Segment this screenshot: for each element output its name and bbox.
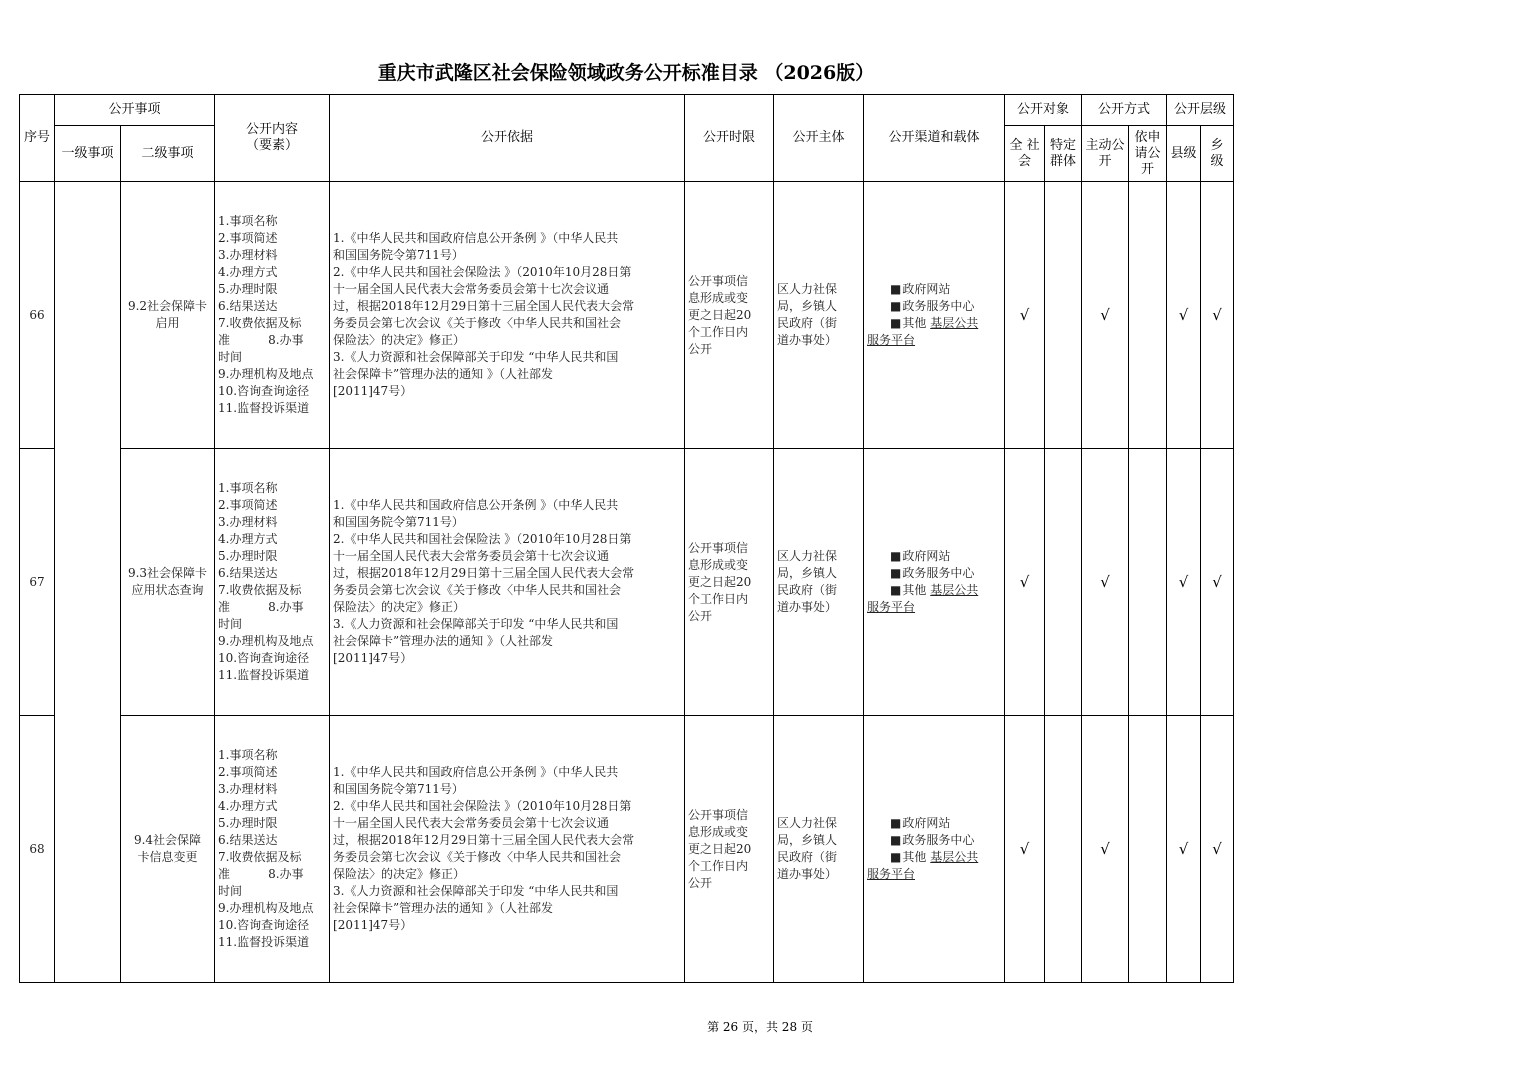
content-line: 2.事项简述: [218, 231, 278, 245]
subject-line: 民政府（街: [777, 316, 838, 330]
time-line: 公开: [688, 875, 713, 890]
basis-line: 2.《中华人民共和国社会保险法 》（2010年10月28日第: [333, 532, 632, 546]
check-level-county: √: [1167, 716, 1201, 983]
content-line: 10.咨询查询途径: [218, 384, 310, 398]
content-line: 准 8.办事: [218, 600, 304, 614]
check-method-active: √: [1082, 449, 1129, 716]
time-line: 公开事项信: [688, 540, 749, 555]
row-level2: [121, 716, 215, 983]
content-line: 2.事项简述: [218, 498, 278, 512]
basis-line: [2011]47号）: [333, 651, 413, 665]
check-target-specific: [1045, 716, 1082, 983]
content-line: 准 8.办事: [218, 867, 304, 881]
row-level1: [55, 182, 121, 983]
basis-line: 过，根据2018年12月29日第十三届全国人民代表大会常: [333, 833, 635, 847]
content-line: 准 8.办事: [218, 333, 304, 347]
header-content: [215, 95, 330, 182]
header-level: 公开层级: [1167, 95, 1234, 126]
channel-other-value-cont: 服务平台: [867, 333, 916, 347]
header-target-specific-line1: 特定: [1050, 137, 1077, 153]
subject-line: 民政府（街: [777, 583, 838, 597]
table-row: [20, 182, 1234, 449]
time-line: 更之日起20: [688, 574, 752, 589]
subject-line: 局，乡镇人: [777, 566, 838, 580]
row-seq: 67: [20, 449, 55, 716]
check-level-town: √: [1201, 182, 1234, 449]
check-level-county: √: [1167, 182, 1201, 449]
header-method-active: [1082, 126, 1129, 182]
channel-other-prefix: 其他: [902, 850, 927, 864]
content-line: 10.咨询查询途径: [218, 651, 310, 665]
basis-line: 保险法〉的决定》修正）: [333, 600, 466, 614]
header-level-town: [1201, 126, 1234, 182]
basis-line: 社会保障卡”管理办法的通知 》（人社部发: [333, 634, 553, 648]
basis-line: 务委员会第七次会议《关于修改〈中华人民共和国社会: [333, 850, 622, 864]
time-line: 公开事项信: [688, 273, 749, 288]
header-level-town-line2: 级: [1210, 153, 1224, 169]
row-subject: [774, 716, 864, 983]
subject-line: 区人力社保: [777, 549, 838, 563]
content-line: 6.结果送达: [218, 833, 278, 847]
header-level-town-line1: 乡: [1210, 137, 1224, 153]
channel-other-value-cont: 服务平台: [867, 600, 916, 614]
channel-other-value: 基层公共: [930, 583, 979, 597]
content-line: 时间: [218, 350, 243, 364]
content-line: 6.结果送达: [218, 566, 278, 580]
header-subject: 公开主体: [774, 95, 864, 182]
content-line: 10.咨询查询途径: [218, 918, 310, 932]
header-target: 公开对象: [1005, 95, 1082, 126]
basis-line: 3.《人力资源和社会保障部关于印发 “中华人民共和国: [333, 884, 619, 898]
channel-other-prefix: 其他: [902, 316, 927, 330]
check-target-all: √: [1005, 182, 1045, 449]
page-title: 重庆市武隆区社会保险领域政务公开标准目录 （2026版）: [377, 62, 875, 84]
basis-line: 十一届全国人民代表大会常务委员会第十七次会议通: [333, 282, 610, 296]
check-level-county: √: [1167, 449, 1201, 716]
subject-line: 民政府（街: [777, 850, 838, 864]
row-subject: [774, 449, 864, 716]
basis-line: 社会保障卡”管理办法的通知 》（人社部发: [333, 901, 553, 915]
content-line: 11.监督投诉渠道: [218, 668, 310, 682]
row-channel: [864, 716, 1005, 983]
check-level-town: √: [1201, 716, 1234, 983]
basis-line: [2011]47号）: [333, 918, 413, 932]
subject-line: 道办事处）: [777, 867, 838, 881]
header-target-all: [1005, 126, 1045, 182]
basis-line: 和国国务院令第711号）: [333, 782, 464, 796]
content-line: 9.办理机构及地点: [218, 634, 314, 648]
basis-line: 和国国务院令第711号）: [333, 515, 464, 529]
time-line: 个工作日内: [688, 858, 749, 873]
header-method-apply-line3: 开: [1141, 161, 1155, 177]
check-target-all: √: [1005, 449, 1045, 716]
content-line: 7.收费依据及标: [218, 850, 302, 864]
header-content-line2: （要素）: [246, 138, 299, 153]
content-line: 9.办理机构及地点: [218, 901, 314, 915]
header-target-all-line1: 全 社: [1009, 137, 1040, 153]
basis-line: 1.《中华人民共和国政府信息公开条例 》（中华人民共: [333, 231, 619, 245]
time-line: 更之日起20: [688, 841, 752, 856]
content-line: 3.办理材料: [218, 515, 278, 529]
basis-line: 社会保障卡”管理办法的通知 》（人社部发: [333, 367, 553, 381]
basis-line: 1.《中华人民共和国政府信息公开条例 》（中华人民共: [333, 498, 619, 512]
check-method-apply: [1129, 716, 1167, 983]
subject-line: 道办事处）: [777, 333, 838, 347]
content-line: 5.办理时限: [218, 816, 278, 830]
content-line: 4.办理方式: [218, 532, 278, 546]
basis-line: 十一届全国人民代表大会常务委员会第十七次会议通: [333, 816, 610, 830]
header-method-active-line1: 主动公: [1085, 137, 1125, 153]
time-line: 个工作日内: [688, 324, 749, 339]
header-time: 公开时限: [685, 95, 774, 182]
subject-line: 局，乡镇人: [777, 299, 838, 313]
channel-web: ■ 政府网站: [864, 815, 1004, 832]
basis-line: 3.《人力资源和社会保障部关于印发 “中华人民共和国: [333, 617, 619, 631]
channel-other: [864, 582, 1004, 599]
content-line: 3.办理材料: [218, 248, 278, 262]
row-content: [215, 716, 330, 983]
content-line: 5.办理时限: [218, 282, 278, 296]
time-line: 息形成或变: [688, 824, 749, 839]
header-content-line1: 公开内容: [246, 122, 299, 137]
basis-line: 3.《人力资源和社会保障部关于印发 “中华人民共和国: [333, 350, 619, 364]
catalog-table: [19, 94, 1234, 983]
row-level2-line: 应用状态查询: [131, 583, 204, 597]
header-target-specific-line2: 群体: [1050, 153, 1077, 169]
check-method-apply: [1129, 449, 1167, 716]
content-line: 1.事项名称: [218, 214, 278, 228]
time-line: 更之日起20: [688, 307, 752, 322]
content-line: 6.结果送达: [218, 299, 278, 313]
time-line: 公开: [688, 608, 713, 623]
header-matters: 公开事项: [55, 95, 215, 126]
check-target-all: √: [1005, 716, 1045, 983]
time-line: 公开事项信: [688, 807, 749, 822]
row-subject: [774, 182, 864, 449]
content-line: 3.办理材料: [218, 782, 278, 796]
channel-other-value-cont: 服务平台: [867, 867, 916, 881]
content-line: 2.事项简述: [218, 765, 278, 779]
row-time: [685, 716, 774, 983]
check-level-town: √: [1201, 449, 1234, 716]
time-line: 息形成或变: [688, 557, 749, 572]
basis-line: 保险法〉的决定》修正）: [333, 333, 466, 347]
channel-other-prefix: 其他: [902, 583, 927, 597]
table-row: [20, 449, 1234, 716]
time-line: 公开: [688, 341, 713, 356]
content-line: 9.办理机构及地点: [218, 367, 314, 381]
row-level2-line: 启用: [155, 316, 180, 330]
row-seq: 68: [20, 716, 55, 983]
content-line: 时间: [218, 617, 243, 631]
channel-other-value: 基层公共: [930, 850, 979, 864]
header-target-specific: [1045, 126, 1082, 182]
channel-other-value: 基层公共: [930, 316, 979, 330]
channel-web: ■ 政府网站: [864, 548, 1004, 565]
row-basis: [330, 716, 685, 983]
content-line: 7.收费依据及标: [218, 583, 302, 597]
row-level2-line: 卡信息变更: [137, 850, 198, 864]
header-method-apply-line2: 请公: [1134, 145, 1161, 161]
content-line: 5.办理时限: [218, 549, 278, 563]
row-time: [685, 449, 774, 716]
row-seq: 66: [20, 182, 55, 449]
header-level1: 一级事项: [55, 126, 121, 182]
header-basis: 公开依据: [330, 95, 685, 182]
row-level2-line: 9.4社会保障: [133, 833, 202, 847]
check-target-specific: [1045, 449, 1082, 716]
header-method-active-line2: 开: [1098, 153, 1112, 169]
basis-line: 和国国务院令第711号）: [333, 248, 464, 262]
time-line: 息形成或变: [688, 290, 749, 305]
basis-line: 十一届全国人民代表大会常务委员会第十七次会议通: [333, 549, 610, 563]
basis-line: 2.《中华人民共和国社会保险法 》（2010年10月28日第: [333, 265, 632, 279]
header-level2: 二级事项: [121, 126, 215, 182]
channel-center: ■ 政务服务中心: [864, 832, 1004, 849]
header-method-apply-line1: 依申: [1134, 129, 1161, 145]
header-target-all-line2: 会: [1018, 153, 1032, 169]
header-level-county: 县级: [1167, 126, 1201, 182]
basis-line: 过，根据2018年12月29日第十三届全国人民代表大会常: [333, 566, 635, 580]
basis-line: 2.《中华人民共和国社会保险法 》（2010年10月28日第: [333, 799, 632, 813]
row-level2: [121, 182, 215, 449]
page-footer: 第 26 页，共 28 页: [707, 1020, 813, 1034]
subject-line: 局，乡镇人: [777, 833, 838, 847]
time-line: 个工作日内: [688, 591, 749, 606]
row-basis: [330, 182, 685, 449]
header-seq: 序号: [20, 95, 55, 182]
header-method: 公开方式: [1082, 95, 1167, 126]
basis-line: 务委员会第七次会议《关于修改〈中华人民共和国社会: [333, 316, 622, 330]
check-method-apply: [1129, 182, 1167, 449]
table-row: [20, 716, 1234, 983]
subject-line: 道办事处）: [777, 600, 838, 614]
basis-line: 过，根据2018年12月29日第十三届全国人民代表大会常: [333, 299, 635, 313]
basis-line: [2011]47号）: [333, 384, 413, 398]
row-level2-line: 9.3社会保障卡: [127, 566, 208, 580]
content-line: 时间: [218, 884, 243, 898]
subject-line: 区人力社保: [777, 816, 838, 830]
content-line: 11.监督投诉渠道: [218, 401, 310, 415]
content-line: 7.收费依据及标: [218, 316, 302, 330]
header-channel: 公开渠道和载体: [864, 95, 1005, 182]
channel-center: ■ 政务服务中心: [864, 565, 1004, 582]
channel-other: [864, 315, 1004, 332]
check-method-active: √: [1082, 716, 1129, 983]
header-row-1: [20, 95, 1234, 126]
channel-web: ■ 政府网站: [864, 281, 1004, 298]
row-content: [215, 449, 330, 716]
row-basis: [330, 449, 685, 716]
row-content: [215, 182, 330, 449]
row-time: [685, 182, 774, 449]
channel-other: [864, 849, 1004, 866]
header-method-apply: [1129, 126, 1167, 182]
content-line: 4.办理方式: [218, 265, 278, 279]
basis-line: 务委员会第七次会议《关于修改〈中华人民共和国社会: [333, 583, 622, 597]
basis-line: 1.《中华人民共和国政府信息公开条例 》（中华人民共: [333, 765, 619, 779]
row-channel: [864, 182, 1005, 449]
check-method-active: √: [1082, 182, 1129, 449]
subject-line: 区人力社保: [777, 282, 838, 296]
channel-center: ■ 政务服务中心: [864, 298, 1004, 315]
row-level2: [121, 449, 215, 716]
content-line: 4.办理方式: [218, 799, 278, 813]
row-channel: [864, 449, 1005, 716]
content-line: 1.事项名称: [218, 748, 278, 762]
check-target-specific: [1045, 182, 1082, 449]
row-level2-line: 9.2社会保障卡: [127, 299, 208, 313]
content-line: 1.事项名称: [218, 481, 278, 495]
basis-line: 保险法〉的决定》修正）: [333, 867, 466, 881]
content-line: 11.监督投诉渠道: [218, 935, 310, 949]
